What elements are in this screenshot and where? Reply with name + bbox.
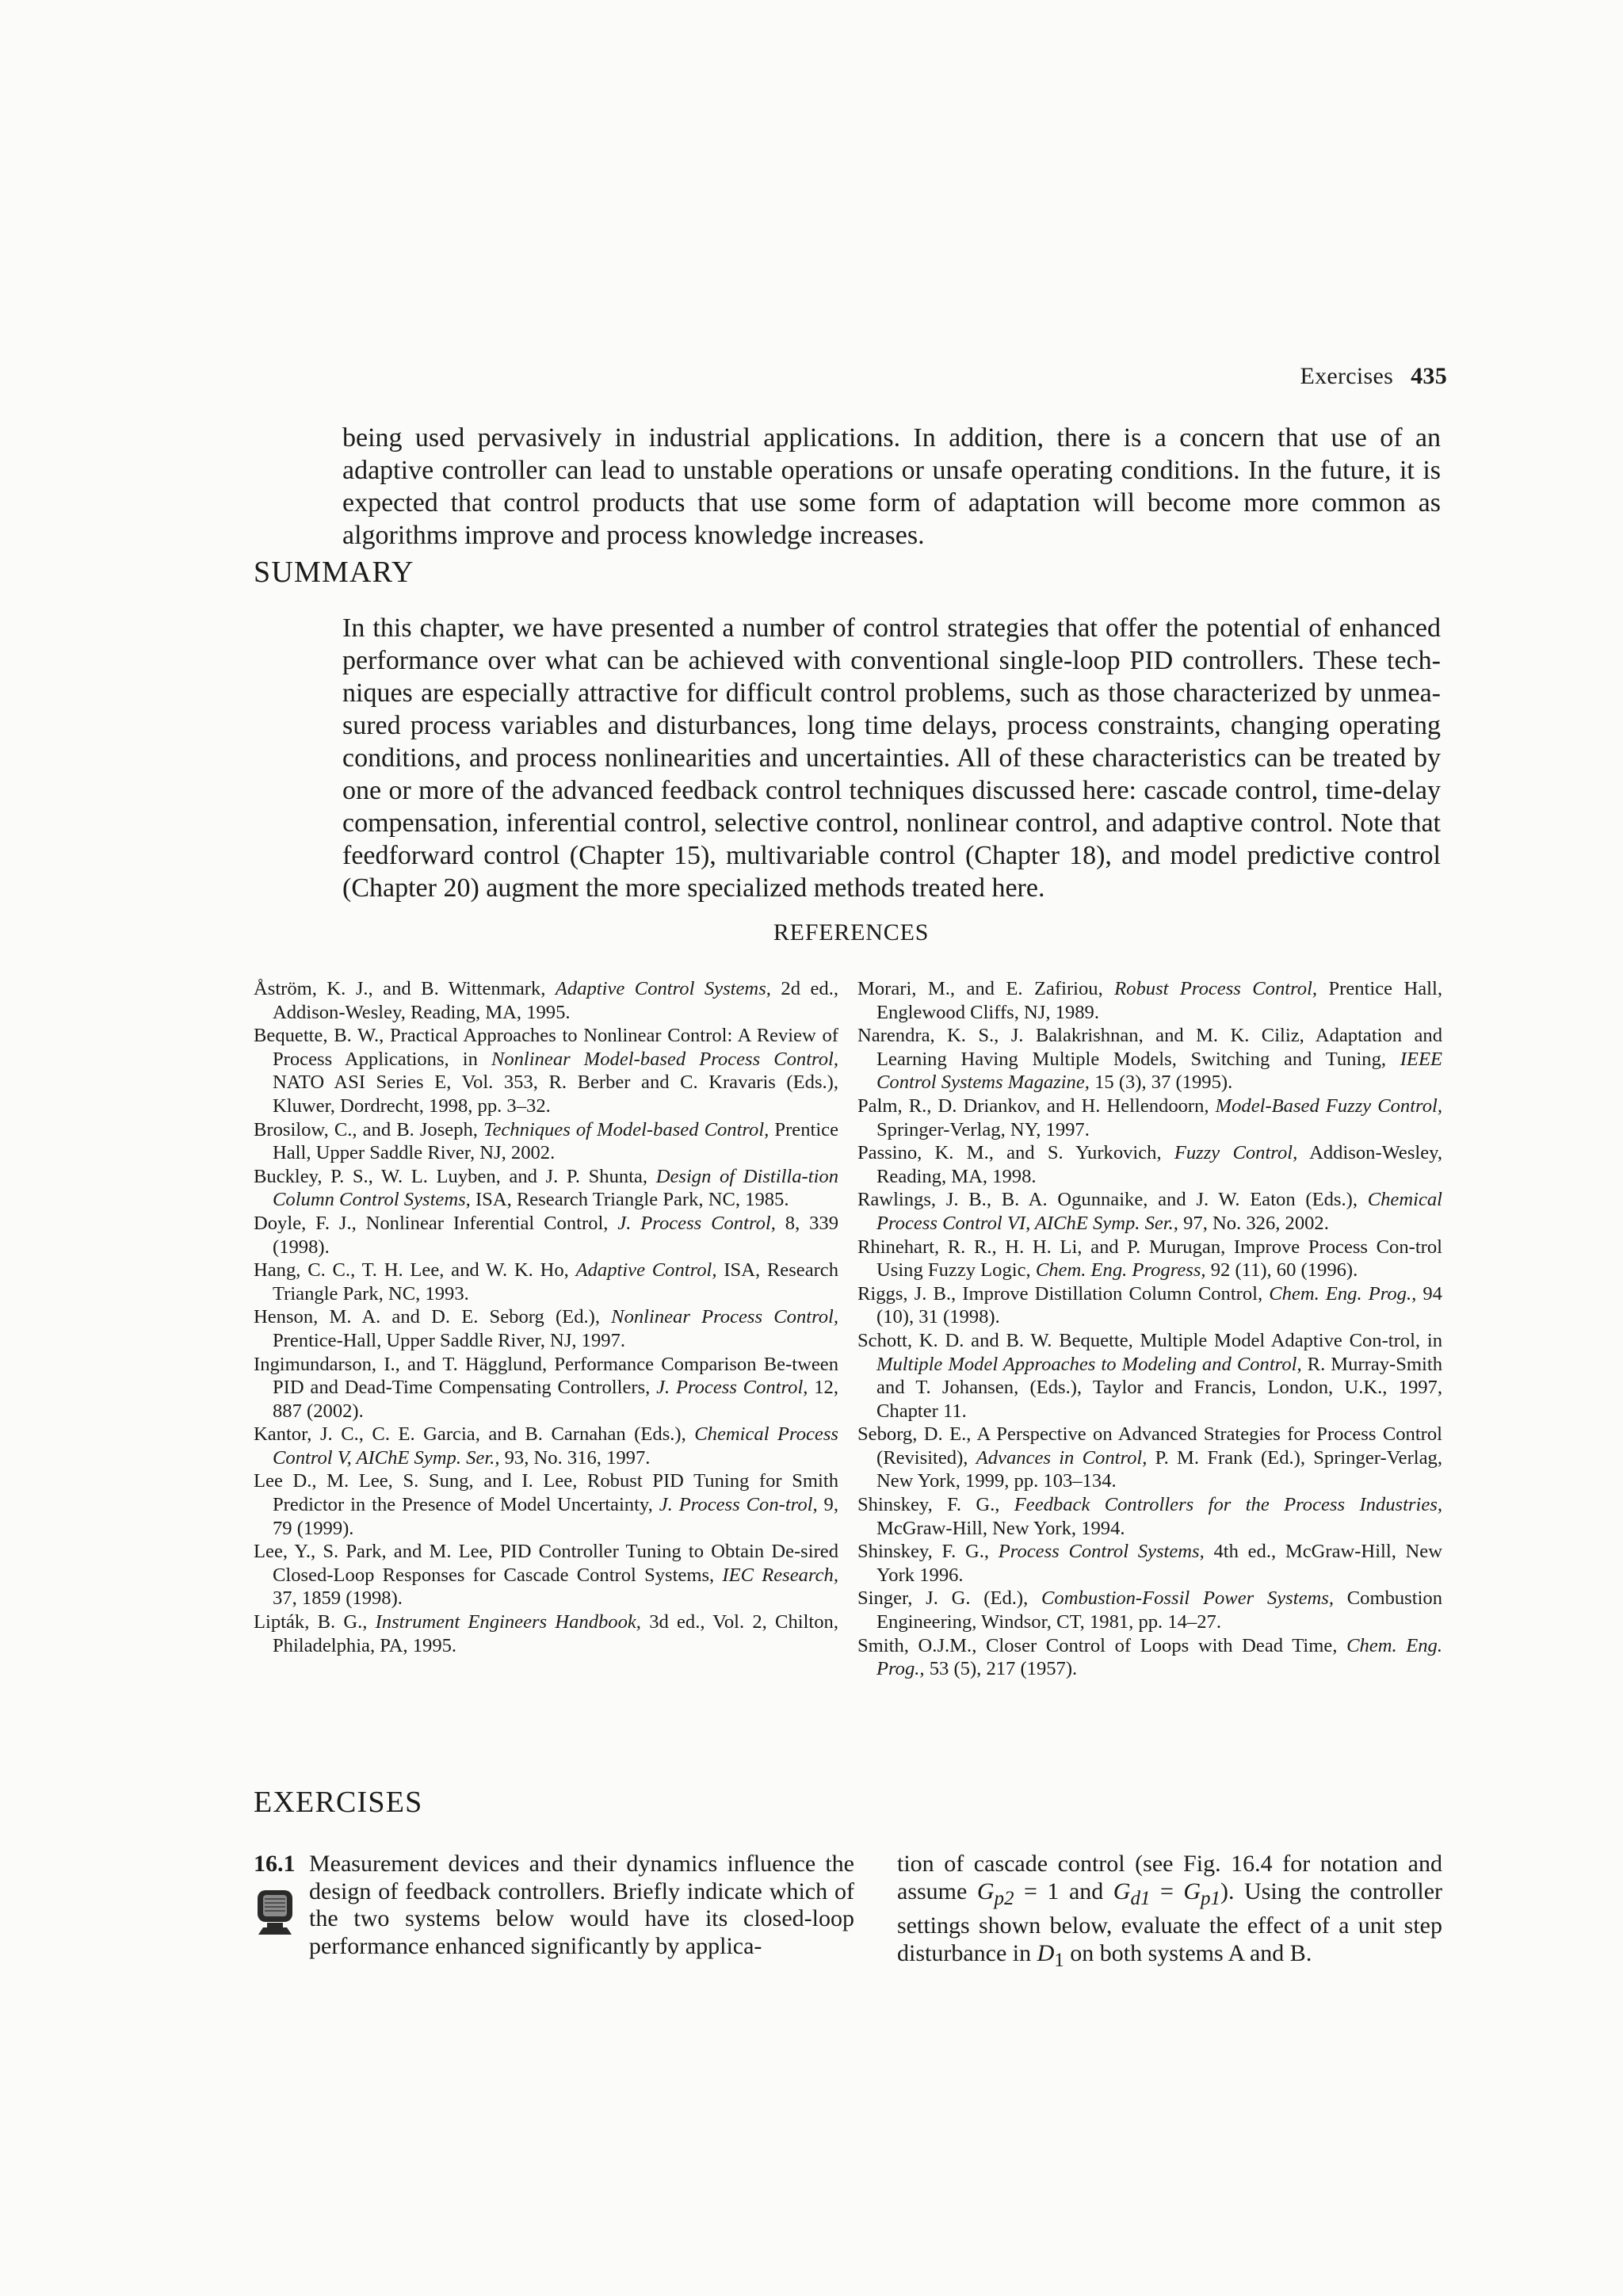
exercises-heading: EXERCISES bbox=[254, 1786, 423, 1819]
reference-entry: Bequette, B. W., Practical Approaches to Nonlinear Control: A Review of Process Applications, in Nonlinear Model-based Process Control, NATO ASI Series E, Vol. 353, R. Berber and C. Kravaris (Eds.), Kluwer, Dordrecht, 1998, pp. 3–32. bbox=[254, 1025, 838, 1117]
reference-entry: Palm, R., D. Driankov, and H. Hellendoorn, Model-Based Fuzzy Control, Springer-Verlag, NY, 1997. bbox=[857, 1095, 1442, 1140]
reference-entry: Doyle, F. J., Nonlinear Inferential Control, J. Process Control, 8, 339 (1998). bbox=[254, 1212, 838, 1258]
exercise-number: 16.1 bbox=[254, 1851, 296, 1877]
reference-entry: Singer, J. G. (Ed.), Combustion-Fossil Power Systems, Combustion Engineering, Windsor, CT, 1981, pp. 14–27. bbox=[857, 1587, 1442, 1633]
exercise-16-1-right: tion of cascade control (see Fig. 16.4 for notation and assume $G_{p2} = 1$ and $G_{d1} = G_{p1}$). Using the controller settings shown below, evaluate the effect of a unit step disturbance in $D_1$ on both systems A and B. bbox=[897, 1851, 1442, 1971]
reference-entry: Åström, K. J., and B. Wittenmark, Adaptive Control Systems, 2d ed., Addison-Wesley, Reading, MA, 1995. bbox=[254, 978, 839, 1023]
reference-entry: Shinskey, F. G., Feedback Controllers for the Process Industries, McGraw-Hill, New York, 1994. bbox=[857, 1494, 1442, 1539]
reference-entry: Brosilow, C., and B. Joseph, Techniques of Model-based Control, Prentice Hall, Upper Saddle River, NJ, 2002. bbox=[254, 1118, 839, 1164]
running-head bbox=[1300, 363, 1447, 390]
reference-entry: Smith, O.J.M., Closer Control of Loops with Dead Time, Chem. Eng. Prog., 53 (5), 217 (1957). bbox=[857, 1634, 1442, 1680]
reference-entry: Shinskey, F. G., Process Control Systems, 4th ed., McGraw-Hill, New York 1996. bbox=[857, 1541, 1442, 1586]
reference-entry: Ingimundarson, I., and T. Hägglund, Performance Comparison Be-tween PID and Dead-Time Compensating Controllers, J. Process Control, 12, 887 (2002). bbox=[254, 1353, 838, 1422]
reference-entry: Lee, Y., S. Park, and M. Lee, PID Controller Tuning to Obtain De-sired Closed-Loop Responses for Cascade Control Systems, IEC Research, 37, 1859 (1998). bbox=[254, 1541, 838, 1610]
reference-entry: Narendra, K. S., J. Balakrishnan, and M. K. Ciliz, Adaptation and Learning Having Multiple Models, Switching and Tuning, IEEE Control Systems Magazine, 15 (3), 37 (1995). bbox=[857, 1025, 1442, 1094]
exercise-text: Measurement devices and their dynamics influence the design of feedback controllers. Briefly indicate which of the two systems below would have its closed-loop performance enhanced significantly by applica- bbox=[309, 1851, 854, 1959]
reference-entry: Rhinehart, R. R., H. H. Li, and P. Murugan, Improve Process Con-trol Using Fuzzy Logic, Chem. Eng. Progress, 92 (11), 60 (1996). bbox=[857, 1236, 1442, 1282]
reference-entry: Passino, K. M., and S. Yurkovich, Fuzzy Control, Addison-Wesley, Reading, MA, 1998. bbox=[857, 1142, 1442, 1187]
reference-entry: Hang, C. C., T. H. Lee, and W. K. Ho, Adaptive Control, ISA, Research Triangle Park, NC, 1993. bbox=[254, 1259, 839, 1305]
running-head-title: Exercises bbox=[1300, 363, 1394, 389]
computer-monitor-icon bbox=[255, 1889, 295, 1936]
references-heading: REFERENCES bbox=[773, 919, 930, 946]
reference-entry: Riggs, J. B., Improve Distillation Column Control, Chem. Eng. Prog., 94 (10), 31 (1998). bbox=[857, 1282, 1442, 1328]
reference-entry: Lee D., M. Lee, S. Sung, and I. Lee, Robust PID Tuning for Smith Predictor in the Presence of Model Uncertainty, J. Process Con-trol, 9, 79 (1999). bbox=[254, 1470, 838, 1539]
exercise-16-1-left bbox=[254, 1851, 854, 1960]
reference-entry: Morari, M., and E. Zafiriou, Robust Process Control, Prentice Hall, Englewood Cliffs, NJ, 1989. bbox=[857, 978, 1442, 1023]
reference-entry: Schott, K. D. and B. W. Bequette, Multiple Model Adaptive Con-trol, in Multiple Model Approaches to Modeling and Control, R. Murray-Smith and T. Johansen, (Eds.), Taylor and Francis, London, U.K., 1997, Chapter 11. bbox=[857, 1329, 1442, 1422]
summary-paragraph: In this chapter, we have presented a number of control strategies that offer the potential of enhanced performance over what can be achieved with conventional single-loop PID controllers. These techniques are especially attractive for difficult control problems, such as those characterized by unmeasured process variables and disturbances, long time delays, process constraints, changing operating conditions, and process nonlinearities and uncertainties. All of these characteristics can be treated by one or more of the advanced feedback control techniques discussed here: cascade control, time-delay compensation, inferential control, selective control, nonlinear control, and adaptive control. Note that feedforward control (Chapter 15), multivariable control (Chapter 18), and model predictive control (Chapter 20) augment the more specialized methods treated here. bbox=[342, 613, 1441, 903]
intro-paragraph: being used pervasively in industrial applications. In addition, there is a concern that use of an adaptive controller can lead to unstable operations or unsafe operating conditions. In the future, it is expected that control products that use some form of adaptation will become more common as algorithms improve and process knowledge increases. bbox=[342, 423, 1441, 550]
reference-entry: Kantor, J. C., C. E. Garcia, and B. Carnahan (Eds.), Chemical Process Control V, AIChE Symp. Ser., 93, No. 316, 1997. bbox=[254, 1423, 838, 1469]
reference-entry: Lipták, B. G., Instrument Engineers Handbook, 3d ed., Vol. 2, Chilton, Philadelphia, PA, 1995. bbox=[254, 1611, 838, 1656]
references-left-column bbox=[254, 977, 838, 1657]
reference-entry: Henson, M. A. and D. E. Seborg (Ed.), Nonlinear Process Control, Prentice-Hall, Upper Saddle River, NJ, 1997. bbox=[254, 1306, 839, 1351]
summary-heading: SUMMARY bbox=[254, 556, 414, 589]
reference-entry: Rawlings, J. B., B. A. Ogunnaike, and J. W. Eaton (Eds.), Chemical Process Control VI, AIChE Symp. Ser., 97, No. 326, 2002. bbox=[857, 1189, 1442, 1234]
references-right-column bbox=[857, 977, 1442, 1681]
reference-entry: Seborg, D. E., A Perspective on Advanced Strategies for Process Control (Revisited), Advances in Control, P. M. Frank (Ed.), Springer-Verlag, New York, 1999, pp. 103–134. bbox=[857, 1423, 1442, 1492]
reference-entry: Buckley, P. S., W. L. Luyben, and J. P. Shunta, Design of Distilla-tion Column Control Systems, ISA, Research Triangle Park, NC, 1985. bbox=[254, 1165, 839, 1211]
page-number: 435 bbox=[1411, 363, 1447, 389]
